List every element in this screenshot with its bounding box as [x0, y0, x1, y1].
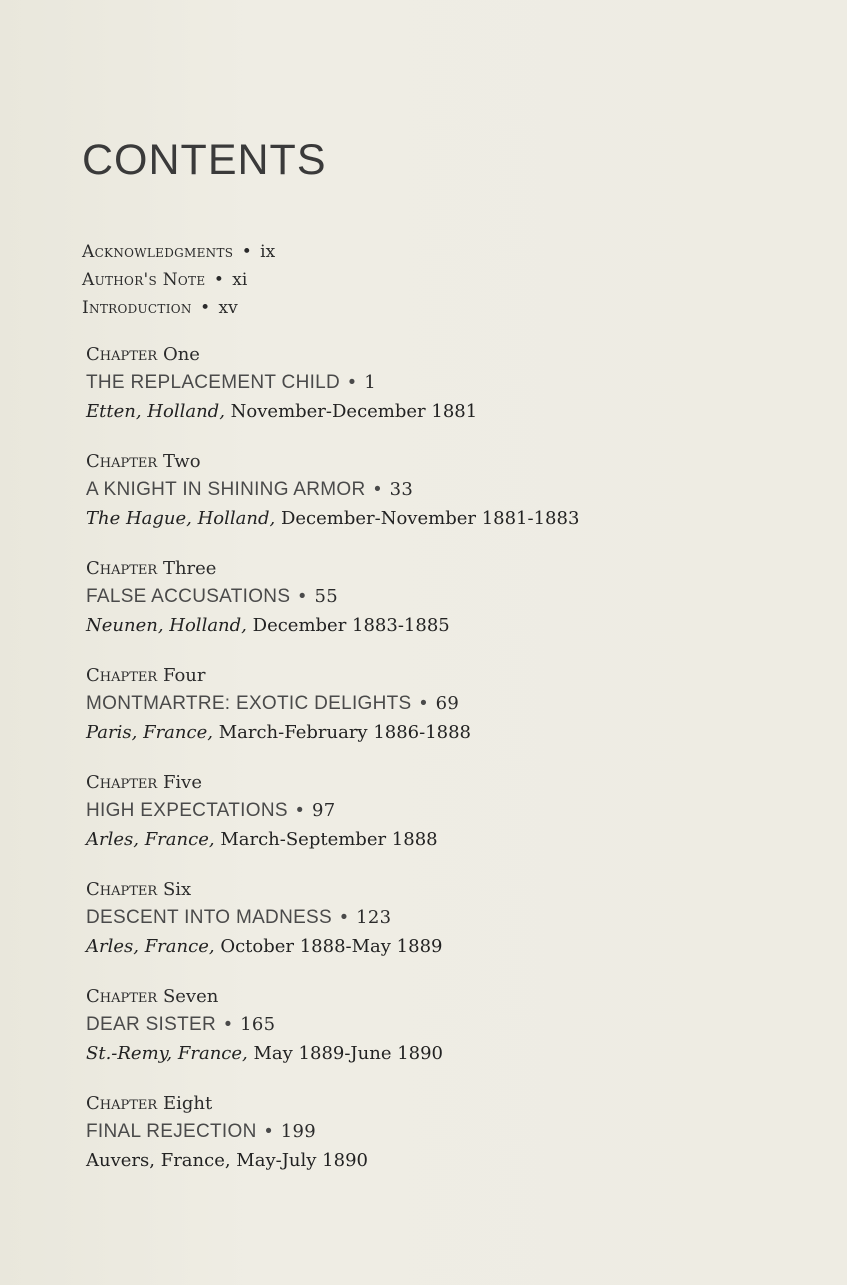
chapter-place-line	[86, 1039, 806, 1068]
chapter-heading	[86, 554, 806, 583]
chapter-dates: May 1889-June 1890	[253, 1043, 444, 1064]
chapter-heading	[86, 340, 806, 369]
chapter-page: 123	[356, 907, 392, 928]
chapter-entry	[86, 554, 806, 661]
chapter-title-line	[86, 1118, 806, 1146]
front-matter-label: Introduction	[82, 298, 192, 318]
chapter-title: DESCENT INTO MADNESS	[86, 907, 333, 928]
chapter-place-line	[86, 718, 806, 747]
chapter-place: Arles, France,	[86, 829, 215, 850]
chapter-heading	[86, 661, 806, 690]
chapter-prefix: Chapter	[86, 986, 158, 1007]
chapter-place-line	[86, 1146, 806, 1175]
chapter-entry	[86, 875, 806, 982]
separator-dot: •	[420, 693, 428, 714]
chapter-page: 199	[280, 1121, 316, 1142]
chapter-title: DEAR SISTER	[86, 1014, 216, 1035]
chapter-place-line	[86, 932, 806, 961]
separator-dot: •	[200, 298, 211, 318]
chapter-title-line	[86, 904, 806, 932]
chapter-entry	[86, 447, 806, 554]
chapter-page: 165	[240, 1014, 276, 1035]
chapter-number: Eight	[162, 1093, 213, 1114]
chapter-place: Neunen, Holland,	[86, 615, 247, 636]
separator-dot: •	[296, 800, 304, 821]
separator-dot: •	[298, 586, 306, 607]
front-matter-item	[82, 294, 782, 322]
front-matter-page: xv	[218, 298, 238, 318]
chapter-place: Etten, Holland,	[86, 401, 225, 422]
front-matter-label: Author's Note	[82, 270, 206, 290]
chapter-heading	[86, 447, 806, 476]
chapter-entry	[86, 768, 806, 875]
chapter-number: Six	[162, 879, 192, 900]
chapter-title-line	[86, 583, 806, 611]
chapter-entry	[86, 982, 806, 1089]
chapter-number: Two	[162, 451, 201, 472]
chapter-prefix: Chapter	[86, 665, 158, 686]
chapter-page: 55	[314, 586, 338, 607]
chapter-dates: March-February 1886-1888	[218, 722, 472, 743]
chapter-prefix: Chapter	[86, 879, 158, 900]
chapter-prefix: Chapter	[86, 451, 158, 472]
front-matter-item	[82, 238, 782, 266]
chapter-title: FINAL REJECTION	[86, 1121, 257, 1142]
chapter-title-line	[86, 797, 806, 825]
chapter-place: Paris, France,	[86, 722, 213, 743]
front-matter-label: Acknowledgments	[82, 242, 234, 262]
chapter-number: One	[162, 344, 200, 365]
separator-dot: •	[374, 479, 382, 500]
page-title: CONTENTS	[82, 136, 327, 184]
chapter-page: 33	[389, 479, 414, 500]
chapter-page: 97	[311, 800, 336, 821]
separator-dot: •	[241, 242, 252, 262]
chapter-number: Five	[162, 772, 203, 793]
chapter-entry	[86, 1089, 806, 1196]
chapter-title: FALSE ACCUSATIONS	[86, 586, 291, 607]
chapter-place-line	[86, 611, 806, 640]
chapter-heading	[86, 875, 806, 904]
chapter-title-line	[86, 476, 806, 504]
chapter-place: The Hague, Holland,	[86, 508, 276, 529]
chapter-heading	[86, 768, 806, 797]
chapter-list	[86, 340, 806, 1196]
chapter-title: A KNIGHT IN SHINING ARMOR	[86, 479, 366, 500]
chapter-place: Arles, France,	[86, 936, 215, 957]
chapter-title: MONTMARTRE: EXOTIC DELIGHTS	[86, 693, 412, 714]
chapter-dates: October 1888-May 1889	[220, 936, 443, 957]
chapter-dates: December 1883-1885	[252, 615, 450, 636]
separator-dot: •	[348, 372, 356, 393]
chapter-dates: December-November 1881-1883	[280, 508, 580, 529]
chapter-heading	[86, 982, 806, 1011]
chapter-prefix: Chapter	[86, 558, 158, 579]
front-matter-list	[82, 238, 782, 322]
chapter-prefix: Chapter	[86, 344, 158, 365]
separator-dot: •	[224, 1014, 232, 1035]
chapter-dates: November-December 1881	[230, 401, 478, 422]
chapter-prefix: Chapter	[86, 772, 158, 793]
chapter-number: Four	[162, 665, 206, 686]
chapter-place-line	[86, 504, 806, 533]
front-matter-page: ix	[260, 242, 276, 262]
chapter-dates: Auvers, France, May-July 1890	[86, 1150, 368, 1171]
chapter-title-line	[86, 369, 806, 397]
chapter-number: Three	[162, 558, 217, 579]
separator-dot: •	[340, 907, 348, 928]
chapter-entry	[86, 661, 806, 768]
chapter-title-line	[86, 1011, 806, 1039]
separator-dot: •	[265, 1121, 273, 1142]
front-matter-page: xi	[232, 270, 248, 290]
front-matter-item	[82, 266, 782, 294]
chapter-title: THE REPLACEMENT CHILD	[86, 372, 341, 393]
separator-dot: •	[213, 270, 224, 290]
chapter-place-line	[86, 397, 806, 426]
chapter-entry	[86, 340, 806, 447]
chapter-page: 1	[364, 372, 376, 393]
chapter-place-line	[86, 825, 806, 854]
chapter-dates: March-September 1888	[220, 829, 438, 850]
chapter-title: HIGH EXPECTATIONS	[86, 800, 288, 821]
chapter-heading	[86, 1089, 806, 1118]
chapter-prefix: Chapter	[86, 1093, 158, 1114]
chapter-page: 69	[435, 693, 460, 714]
chapter-number: Seven	[162, 986, 219, 1007]
chapter-title-line	[86, 690, 806, 718]
chapter-place: St.-Remy, France,	[86, 1043, 248, 1064]
